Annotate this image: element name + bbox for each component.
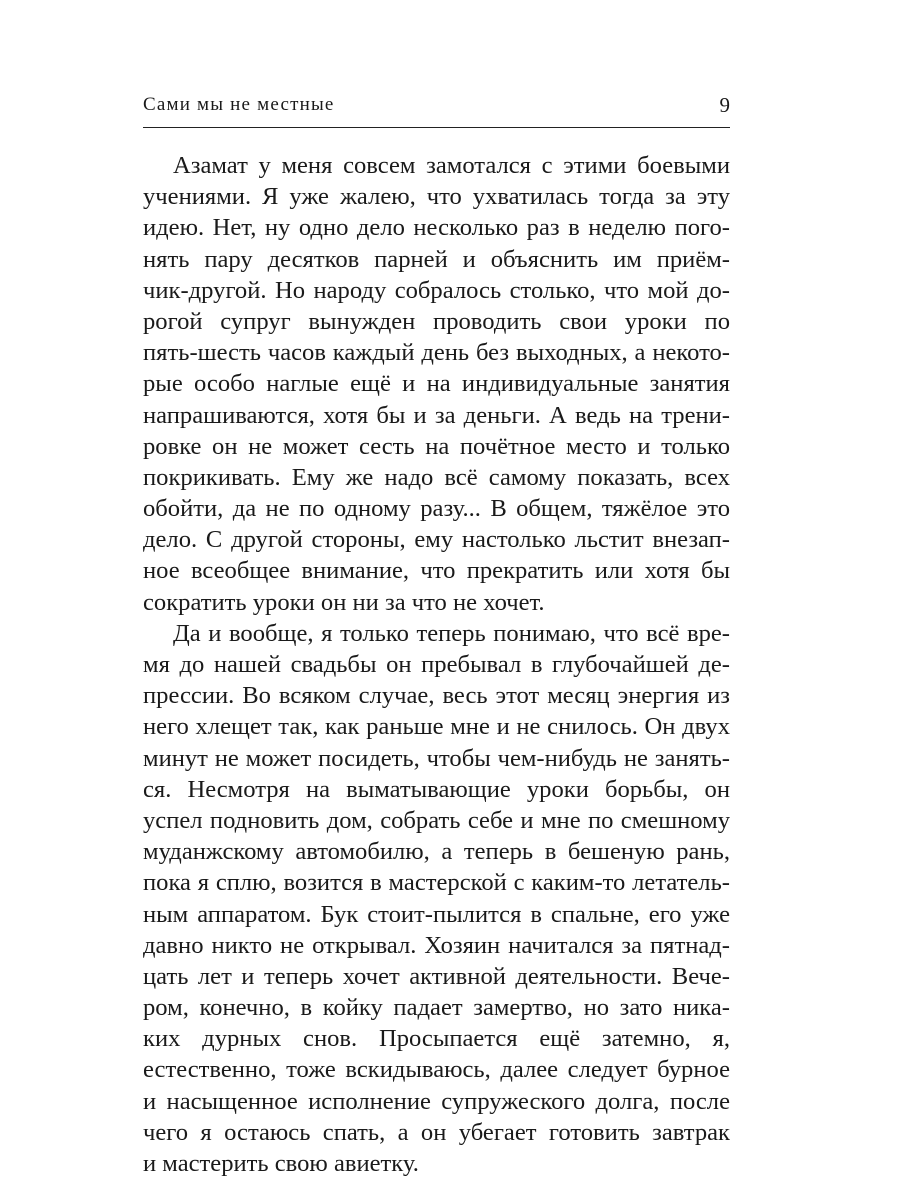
- text-line: ром, конечно, в койку падает замертво, но зато ника-: [143, 994, 730, 1022]
- text-line: и насыщенное исполнение супружеского долга, после: [143, 1087, 730, 1115]
- text-line: Да и вообще, я только теперь понимаю, что всё вре-: [173, 619, 730, 647]
- text-line: ся. Несмотря на выматывающие уроки борьбы, он: [143, 775, 730, 803]
- text-line: успел подновить дом, собрать себе и мне по смешному: [143, 806, 730, 834]
- text-line: учениями. Я уже жалею, что ухватилась тогда за эту: [143, 183, 730, 211]
- text-line: рогой супруг вынужден проводить свои уроки по: [143, 307, 730, 335]
- header-rule: [143, 127, 730, 128]
- text-line: напрашиваются, хотя бы и за деньги. А ведь на трени-: [143, 401, 730, 429]
- text-line: чик-другой. Но народу собралось столько, что мой до-: [143, 276, 730, 304]
- text-line: мя до нашей свадьбы он пребывал в глубочайшей де-: [143, 651, 730, 678]
- text-line: дело. С другой стороны, ему настолько льстит внезап-: [143, 526, 730, 554]
- running-title: Сами мы не местные: [143, 94, 335, 115]
- text-line: покрикивать. Ему же надо всё самому показать, всех: [143, 463, 730, 491]
- text-line: чего я остаюсь спать, а он убегает готовить завтрак: [143, 1118, 730, 1146]
- text-line: минут не может посидеть, чтобы чем-нибудь не занять-: [143, 744, 730, 772]
- text-line: ное всеобщее внимание, что прекратить или хотя бы: [143, 557, 730, 585]
- body-text: [143, 150, 730, 1179]
- running-head: [143, 90, 730, 126]
- text-line: ным аппаратом. Бук стоит-пылится в спальне, его уже: [143, 900, 730, 928]
- text-line: него хлещет так, как раньше мне и не снилось. Он двух: [143, 713, 730, 741]
- text-line: рые особо наглые ещё и на индивидуальные занятия: [143, 370, 730, 398]
- text-line: пять-шесть часов каждый день без выходных, а некото-: [143, 339, 730, 367]
- page-number: 9: [719, 93, 730, 117]
- text-line: пока я сплю, возится в мастерской с каким-то летатель-: [143, 869, 730, 897]
- text-line: сократить уроки он ни за что не хочет.: [143, 588, 545, 616]
- text-line: ровке он не может сесть на почётное место и только: [143, 432, 730, 460]
- text-line: Азамат у меня совсем замотался с этими боевыми: [173, 152, 730, 179]
- text-line: идею. Нет, ну одно дело несколько раз в неделю пого-: [143, 214, 730, 242]
- text-line: естественно, тоже вскидываюсь, далее следует бурное: [143, 1056, 730, 1084]
- text-line: прессии. Во всяком случае, весь этот месяц энергия из: [143, 682, 730, 710]
- text-line: и мастерить свою авиетку.: [143, 1150, 419, 1177]
- text-line: муданжскому автомобилю, а теперь в бешеную рань,: [143, 838, 730, 866]
- text-line: обойти, да не по одному разу... В общем, тяжёлое это: [143, 495, 730, 523]
- text-line: цать лет и теперь хочет активной деятельности. Вече-: [143, 962, 730, 990]
- text-line: давно никто не открывал. Хозяин начитался за пятнад-: [143, 931, 730, 959]
- text-line: нять пару десятков парней и объяснить им приём-: [143, 245, 730, 273]
- text-line: ких дурных снов. Просыпается ещё затемно, я,: [143, 1025, 730, 1053]
